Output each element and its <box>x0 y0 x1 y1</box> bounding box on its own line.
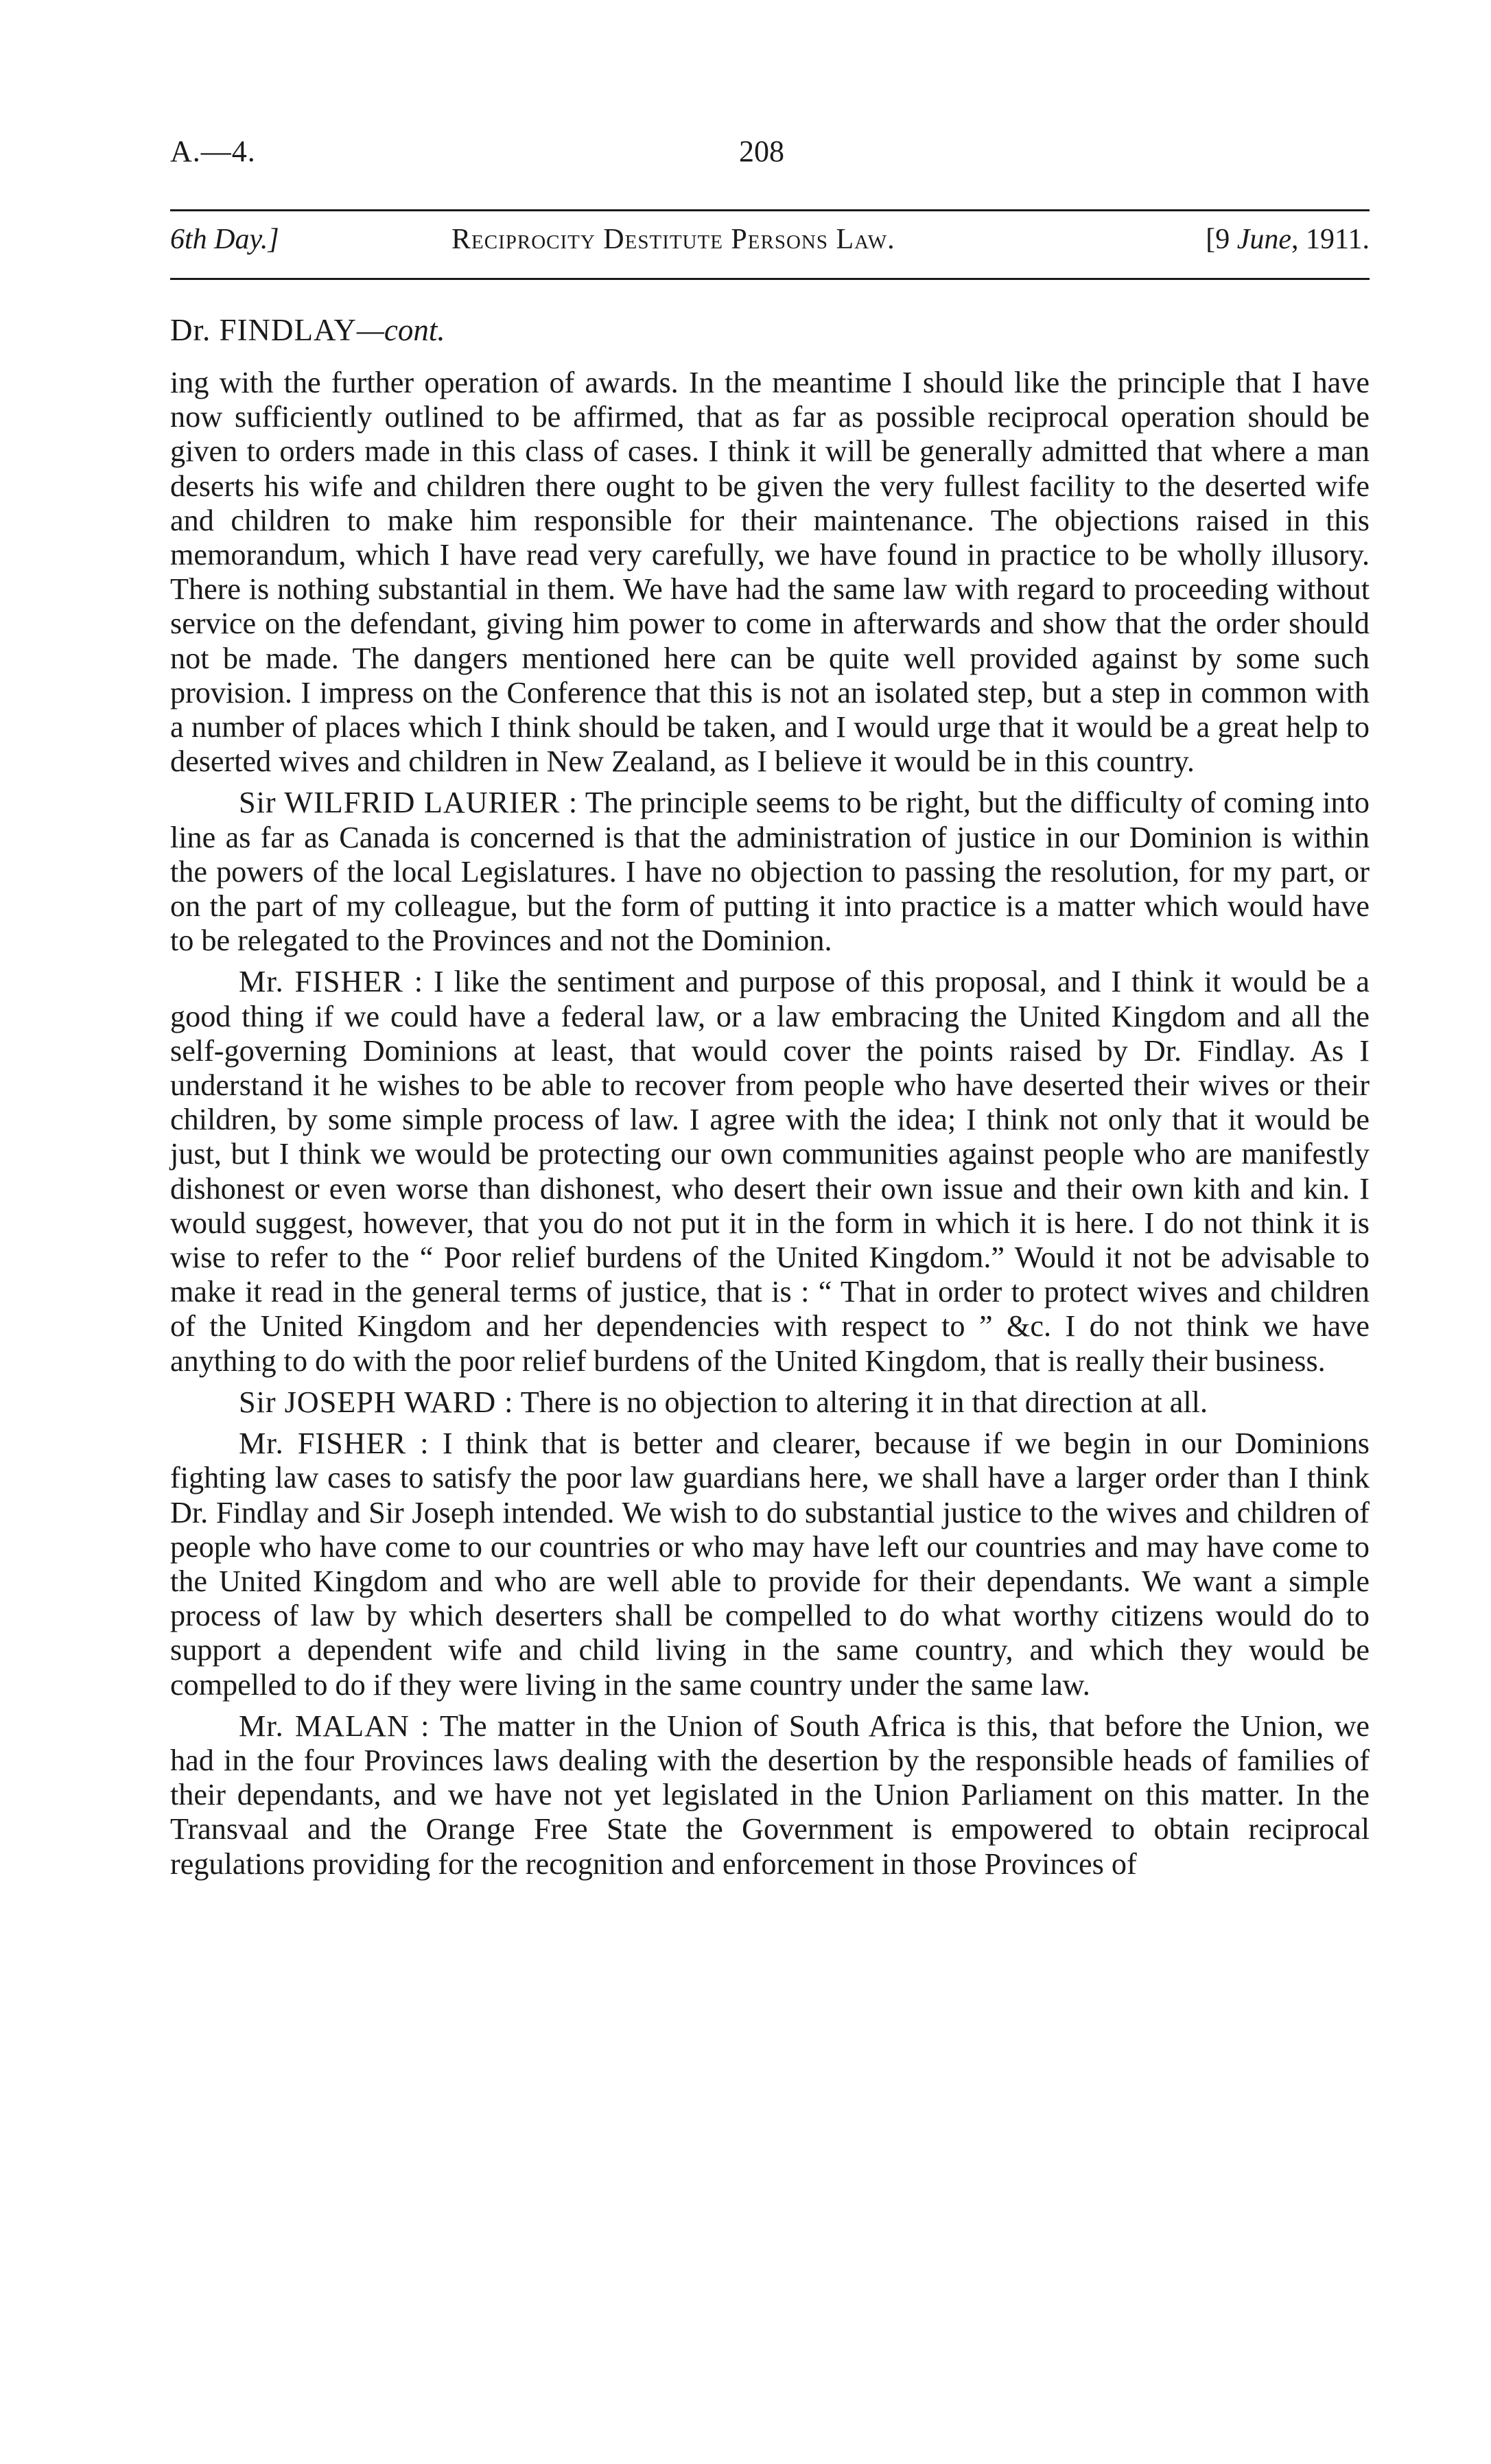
section-title: Reciprocity Destitute Persons Law. <box>451 224 895 255</box>
paragraph-text: The matter in the Union of South Africa is this, that before the Union, we had in the four Provinces laws dealing with the desertion by the responsible heads of families of their dependants, and we have not yet legislated in the Union Parliament on this matter. In the Transvaal and the Orange Free State the Government is empowered to obtain reciprocal regulations providing for the recognition and enforcement in those Provinces of <box>170 1709 1370 1881</box>
speaker-name: Sir WILFRID LAURIER : <box>239 786 578 820</box>
paragraph-text: I like the sentiment and purpose of this proposal, and I think it would be a good thing if we could have a federal law, or a law embracing the United Kingdom and all the self-governing Dominions at least, that would cover the points raised by Dr. Findlay. As I understand it he wishes to be able to recover from people who have deserted their wives or their children, by some simple process of law. I agree with the idea; I think not only that it would be just, but I think we would be protecting our own communities against people who are manifestly dishonest or even worse than dishonest, who desert their own issue and their own kith and kin. I would suggest, however, that you do not put it in the form in which it is here. I do not think it is wise to refer to the “ Poor relief burdens of the United Kingdom.” Would it not be advisable to make it read in the general terms of justice, that is : “ That in order to protect wives and children of the United Kingdom and her dependencies with respect to ” &c. I do not think we have anything to do with the poor relief burdens of the United Kingdom, that is really their business. <box>170 965 1370 1378</box>
header-rule-bottom <box>170 278 1370 280</box>
paragraph-fisher-1 <box>170 965 1370 1378</box>
paragraph-malan <box>170 1709 1370 1881</box>
continued-speaker <box>170 312 445 348</box>
speaker-name: Mr. FISHER : <box>239 965 423 999</box>
paragraph-text: I think that is better and clearer, because if we begin in our Dominions fighting law cases to satisfy the poor law guardians here, we shall have a larger order than I think Dr. Findlay and Sir Joseph intended. We wish to do substantial justice to the wives and children of people who have come to our countries or who may have left our countries and may have come to the United Kingdom and who are well able to provide for their dependants. We want a simple process of law by which deserters shall be compelled to do what worthy citizens would do to support a dependent wife and child living in the same country, and which they would be compelled to do if they were living in the same country under the same law. <box>170 1427 1370 1702</box>
speaker-name: Mr. MALAN : <box>239 1709 430 1743</box>
speaker-name: Sir JOSEPH WARD : <box>239 1385 514 1419</box>
running-head <box>170 223 1370 264</box>
continued-suffix: —cont. <box>356 313 445 347</box>
transcript-body <box>170 366 1370 1888</box>
paragraph-laurier <box>170 786 1370 958</box>
date-month: June <box>1236 224 1292 255</box>
document-reference: A.—4. <box>170 134 256 168</box>
speaker-name: Mr. FISHER : <box>239 1427 430 1461</box>
day-label: 6th Day.] <box>170 224 279 255</box>
page-number: 208 <box>739 134 784 168</box>
date-suffix: , 1911. <box>1291 224 1370 255</box>
paragraph-fisher-2 <box>170 1427 1370 1702</box>
header-rule-top <box>170 209 1370 211</box>
paragraph-text: ing with the further operation of awards. In the meantime I should like the principle that I have now sufficiently outlined to be affirmed, that as far as possible reciprocal operation should be given to orders made in this class of cases. I think it will be generally admitted that where a man deserts his wife and children there ought to be given the very fullest facility to the deserted wife and children to make him responsible for their maintenance. The objections raised in this memorandum, which I have read very carefully, we have found in practice to be wholly illusory. There is nothing substantial in them. We have had the same law with regard to proceeding without service on the defendant, giving him power to come in afterwards and show that the order should not be made. The dangers mentioned here can be quite well provided against by some such provision. I impress on the Conference that this is not an isolated step, but a step in common with a number of places which I think should be taken, and I would urge that it would be a great help to deserted wives and children in New Zealand, as I believe it would be in this country. <box>170 366 1370 779</box>
paragraph-findlay-continued <box>170 366 1370 779</box>
continued-speaker-name: Dr. FINDLAY <box>170 313 357 347</box>
paragraph-text: There is no objection to altering it in that direction at all. <box>520 1385 1208 1419</box>
paragraph-text: The principle seems to be right, but the difficulty of coming into line as far as Canada is concerned is that the administration of justice in our Dominion is within the powers of the local Legislatures. I have no objection to passing the resolution, for my part, or on the part of my colleague, but the form of putting it into practice is a matter which would have to be relegated to the Provinces and not the Dominion. <box>170 786 1370 958</box>
paragraph-ward <box>170 1385 1370 1420</box>
date-prefix: [9 <box>1206 224 1237 255</box>
session-date <box>1206 223 1370 256</box>
